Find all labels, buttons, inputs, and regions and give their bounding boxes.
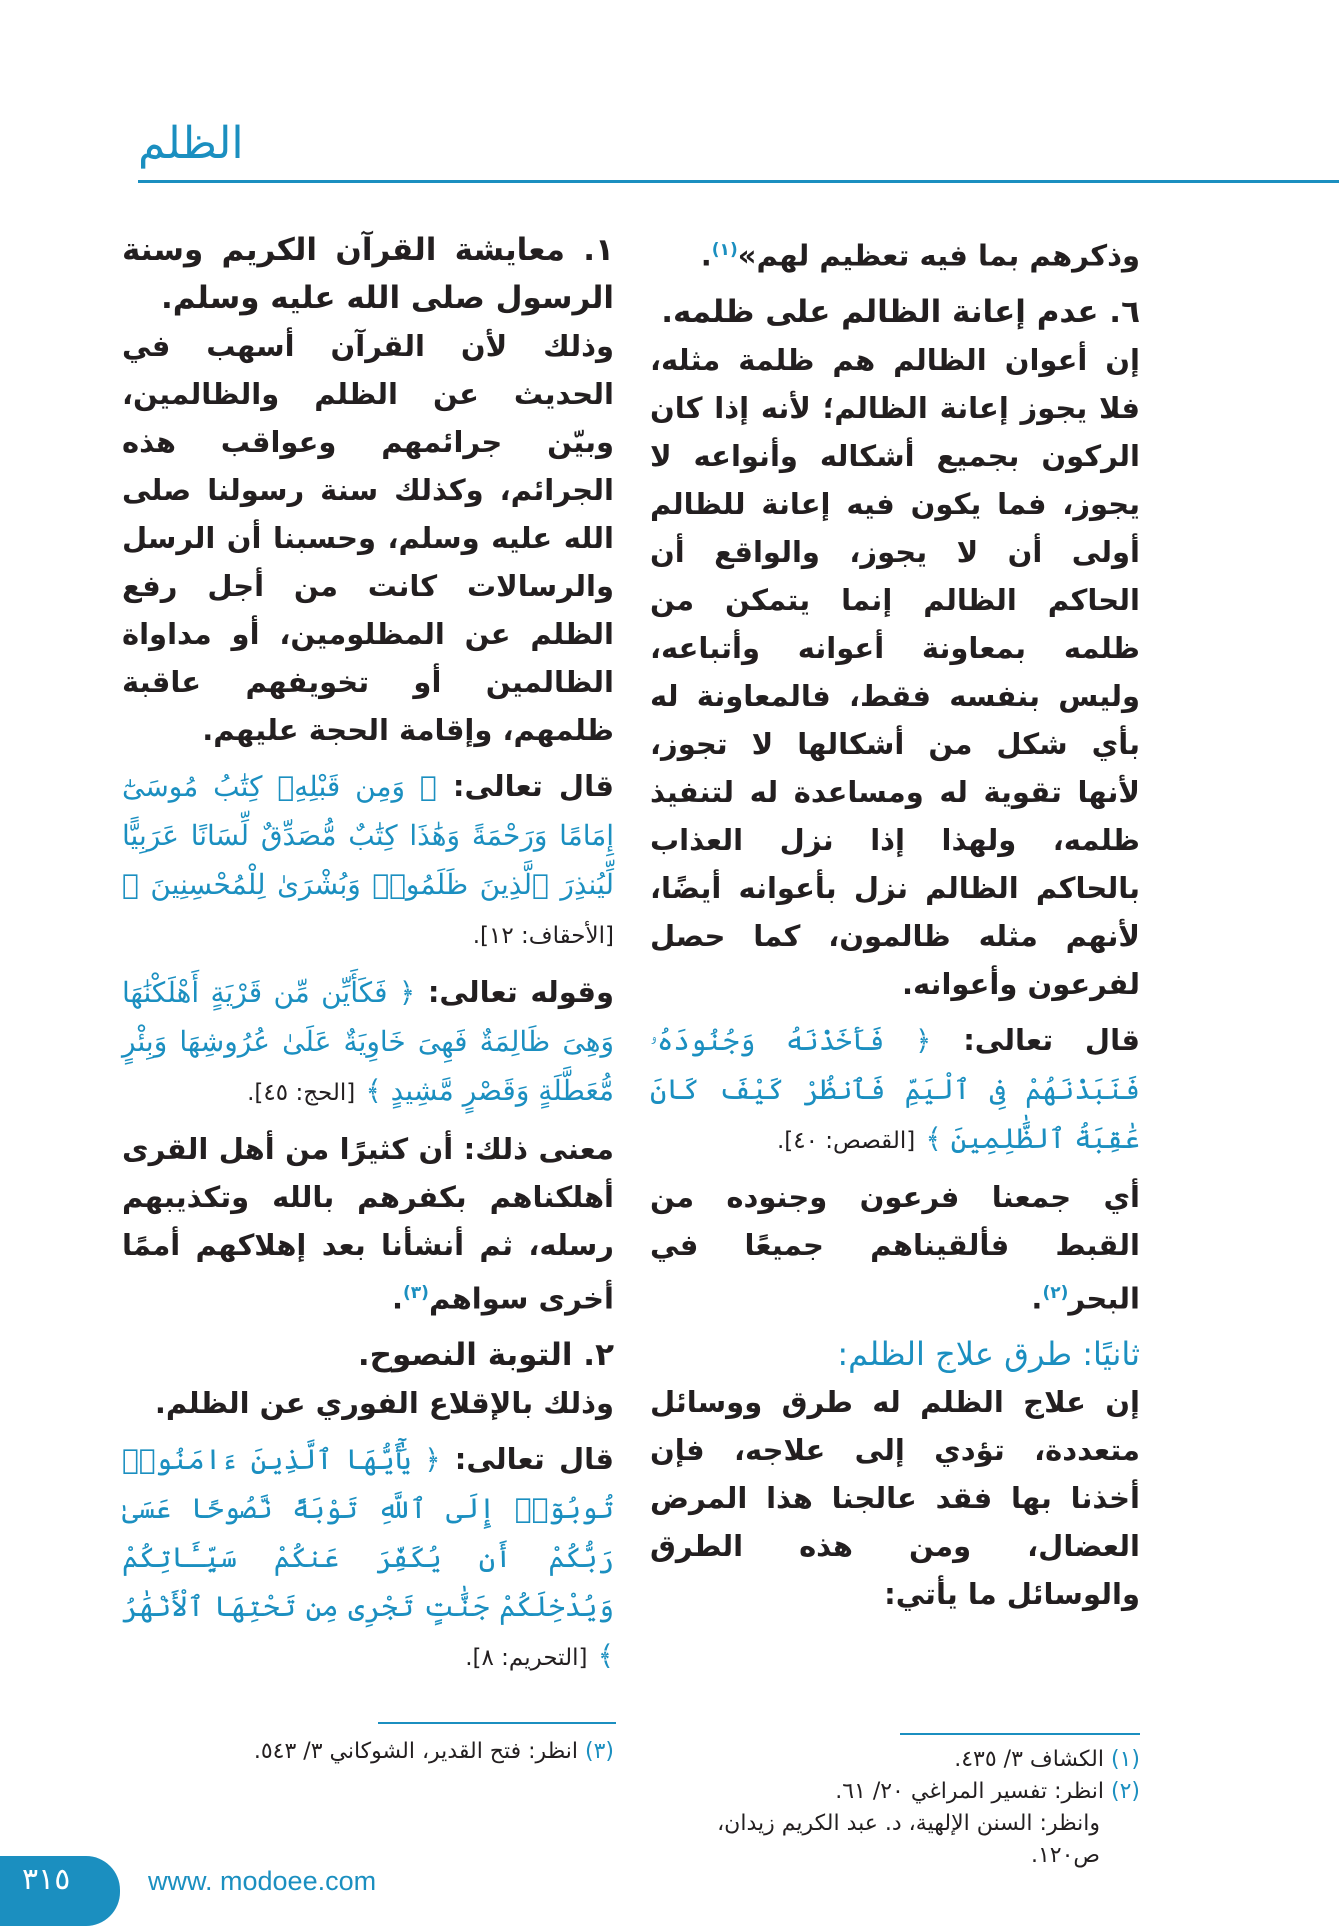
quran-quote-ahqaf [122,762,614,960]
section-heading-1: ١. معايشة القرآن الكريم وسنة الرسول صلى الله عليه وسلم. [122,232,614,316]
quran-verse: ﴿ وَمِن قَبْلِهِۦ كِتَٰبُ مُوسَىٰٓ إِمَامًا وَرَحْمَةً وَهَٰذَا كِتَٰبٌ مُّصَدِّقٌ لِّسَانًا عَرَبِيًّا لِّيُنذِرَ ٱلَّذِينَ ظَلَمُوا۟ وَبُشْرَىٰ لِلْمُحْسِنِينَ ﴾ [122,770,614,901]
footnote-divider-left [378,1722,616,1724]
paragraph-helpers-of-oppressor: إن أعوان الظالم هم ظلمة مثله، فلا يجوز إعانة الظالم؛ لأنه إذا كان الركون بجميع أشكاله وأنواعه لا يجوز، فما يكون فيه إعانة للظالم أولى أن لا يجوز، والواقع أن الحاكم الظالم إنما يتمكن من ظلمه بمعاونة أعوانه وأتباعه، وليس بنفسه فقط، فالمعاونة له بأي شكل من أشكالها لا تجوز، لأنها تقوية له ومساعدة له لتنفيذ ظلمه، ولهذا إذا نزل العذاب بالحاكم الظالم نزل بأعوانه أيضًا، لأنهم مثله ظالمون، كما حصل لفرعون وأعوانه. [650,342,1140,1001]
quran-quote-qasas [650,1016,1140,1165]
page-number: ٣١٥ [22,1862,71,1897]
quote-intro: قال تعالى: [454,1441,614,1476]
footnote [650,1808,1140,1872]
paragraph-continuation [650,226,1140,280]
footnote-number: (٢) [1110,1779,1140,1804]
paragraph-text: وذكرهم بما فيه تعظيم لهم» [737,238,1140,273]
verse-reference: [الأحقاف: ١٢]. [472,923,614,949]
footnotes-left [122,1736,614,1768]
paragraph-meaning [122,1125,614,1323]
footnote-number: (١) [1110,1747,1140,1772]
left-column [122,226,614,1690]
footnote [122,1736,614,1768]
paragraph-treatment-intro: إن علاج الظلم له طرق ووسائل متعددة، تؤدي إلى علاجه، فإن أخذنا بها فقد عالجنا هذا المرض العضال، ومن هذه الطرق والوسائل ما يأتي: [650,1385,1140,1612]
subsection-heading: ثانيًا: طرق علاج الظلم: [837,1335,1140,1374]
footnote-number: (٣) [584,1739,614,1764]
quote-intro: وقوله تعالى: [427,975,614,1009]
footnote-text: وانظر: السنن الإلهية، د. عبد الكريم زيدان، ص١٢٠. [717,1811,1100,1868]
footnote-text: انظر: فتح القدير، الشوكاني ٣/ ٥٤٣. [253,1739,578,1764]
quran-verse: ﴿ فَأَخَذْنَهُ وَجُنُودَهُۥ فَنَبَذْنَهُمْ فِى ٱلْيَمِّ فَٱنظُرْ كَيْفَ كَانَ عَٰقِبَةُ ٱلظَّٰلِمِينَ ﴾ [650,1023,1140,1155]
running-header-title: الظلم [138,118,244,169]
quran-quote-tahrim [122,1435,614,1682]
footnote-text: انظر: تفسير المراغي ٢٠/ ٦١. [835,1779,1104,1804]
verse-reference: [القصص: ٤٠]. [776,1127,916,1154]
section-heading-2: ٢. التوبة النصوح. [357,1336,614,1373]
quote-intro: قال تعالى: [963,1022,1140,1057]
section-heading-6: ٦. عدم إعانة الظالم على ظلمه. [661,293,1140,330]
footnote-ref-3[interactable]: (٣) [403,1283,429,1303]
paragraph-explanation [650,1173,1140,1323]
website-link[interactable]: www. modoee.com [148,1866,377,1896]
punctuation: . [700,238,712,273]
verse-reference: [الحج: ٤٥]. [247,1080,356,1106]
right-column [650,226,1140,1626]
footnotes-right [650,1744,1140,1872]
footnote-divider-right [900,1733,1140,1735]
quran-verse: ﴿ فَكَأَيِّن مِّن قَرْيَةٍ أَهْلَكْنَٰهَا وَهِىَ ظَالِمَةٌ فَهِىَ خَاوِيَةٌ عَلَىٰ عُرُوشِهَا وَبِئْرٍ مُّعَطَّلَةٍ وَقَصْرٍ مَّشِيدٍ ﴾ [122,976,614,1107]
header-divider [138,180,1339,183]
paragraph-text: أي جمعنا فرعون وجنوده من القبط فألقيناهم جميعًا في البحر [650,1179,1140,1316]
punctuation: . [1031,1281,1043,1316]
quote-intro: قال تعالى: [452,769,614,803]
punctuation: . [391,1281,403,1316]
paragraph-repentance: وذلك بالإقلاع الفوري عن الظلم. [154,1385,614,1420]
verse-reference: [التحريم: ٨]. [465,1644,588,1671]
footnote-text: الكشاف ٣/ ٤٣٥. [954,1747,1104,1772]
quran-verse: ﴿ يَٰٓأَيُّهَا ٱلَّذِينَ ءَامَنُوا۟ تُوبُوٓا۟ إِلَى ٱللَّهِ تَوْبَةً نَّصُوحًا عَسَىٰ رَبُّكُمْ أَن يُكَفِّرَ عَنكُمْ سَيِّـَٔاتِكُمْ وَيُدْخِلَكُمْ جَنَّٰتٍ تَجْرِى مِن تَحْتِهَا ٱلْأَنْهَٰرُ ﴾ [122,1442,614,1672]
quran-quote-hajj [122,968,614,1117]
footnote-ref-1[interactable]: (١) [711,240,738,260]
paragraph-text: معنى ذلك: أن كثيرًا من أهل القرى أهلكناهم بكفرهم بالله وتكذيبهم رسله، ثم أنشأنا بعد إهلاكهم أممًا أخرى سواهم [122,1132,614,1316]
footnote [650,1744,1140,1776]
footnote [650,1776,1140,1808]
footnote-ref-2[interactable]: (٢) [1042,1282,1069,1303]
paragraph-quran-sunnah: وذلك لأن القرآن أسهب في الحديث عن الظلم والظالمين، وبيّن جرائمهم وعواقب هذه الجرائم، وكذلك سنة رسولنا صلى الله عليه وسلم، وحسبنا أن الرسل والرسالات كانت من أجل رفع الظلم عن المظلومين، أو مداواة الظالمين أو تخويفهم عاقبة ظلمهم، وإقامة الحجة عليهم. [122,329,614,747]
